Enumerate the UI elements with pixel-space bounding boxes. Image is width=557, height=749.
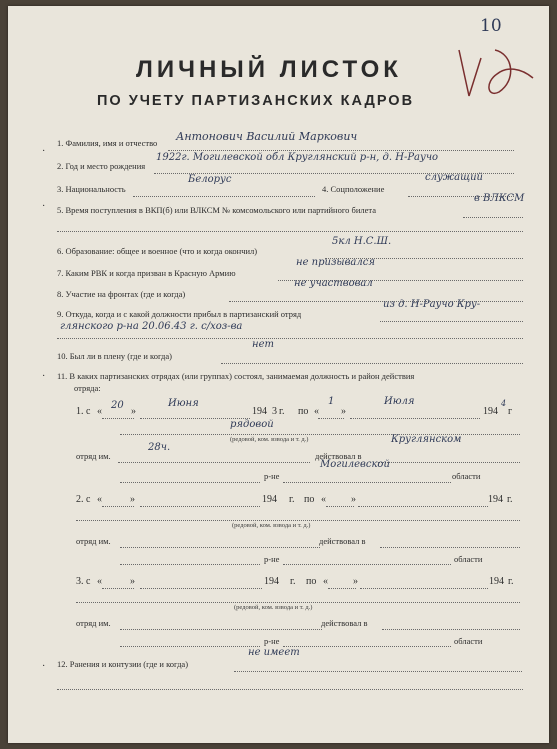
entry-day: 20 bbox=[111, 400, 124, 411]
field-11-label: 11. В каких партизанских отрядах (или группах) состоял, занимаемая должность и район действия bbox=[57, 371, 415, 381]
entry-otryad-value: 28ч. bbox=[148, 442, 171, 453]
entry-num: 2. с bbox=[76, 494, 91, 505]
entry-otryad-label: отряд им. bbox=[76, 451, 111, 461]
entry-day-to: 1 bbox=[328, 396, 335, 407]
field-1-label: 1. Фамилия, имя и отчество bbox=[57, 138, 158, 148]
field-5-label: 5. Время поступления в ВКП(б) или ВЛКСМ № комсомольского или партийного билета bbox=[57, 205, 376, 215]
entry-position-note: (редовой, ком. взвода и т. д.) bbox=[232, 522, 311, 529]
entry-year-to-prefix: 194 bbox=[488, 494, 503, 505]
field-3-label: 3. Национальность bbox=[57, 184, 126, 194]
entry-year-to: 4 bbox=[501, 399, 507, 408]
entry-year-to-prefix: 194 bbox=[489, 576, 504, 587]
entry-oblast-label: области bbox=[452, 471, 481, 481]
field-4-label: 4. Соцположение bbox=[322, 184, 385, 194]
entry-acted-label: действовал в bbox=[319, 536, 366, 546]
form-title: ЛИЧНЫЙ ЛИСТОК bbox=[136, 56, 402, 83]
field-9-label: 9. Откуда, когда и с какой должности прибыл в партизанский отряд bbox=[57, 309, 302, 319]
entry-rayon-label: р-не bbox=[264, 554, 280, 564]
entry-po: по bbox=[298, 406, 309, 417]
field-10-value: нет bbox=[252, 339, 274, 350]
margin-mark: · bbox=[42, 146, 46, 157]
entry-otryad-label: отряд им. bbox=[76, 618, 111, 628]
entry-otryad-label: отряд им. bbox=[76, 536, 111, 546]
entry-num: 1. с bbox=[76, 406, 91, 417]
entry-year-prefix: 194 bbox=[252, 406, 267, 417]
entry-year-suffix: г. bbox=[290, 576, 296, 587]
entry-year-suffix: г. bbox=[289, 494, 295, 505]
entry-position-note: (редовой, ком. взвода и т. д.) bbox=[230, 436, 309, 443]
field-7-value: не призывался bbox=[296, 257, 375, 268]
field-6-label: 6. Образование: общее и военное (что и когда окончил) bbox=[57, 246, 258, 256]
field-8-label: 8. Участие на фронтах (где и когда) bbox=[57, 289, 186, 299]
form-subtitle: ПО УЧЕТУ ПАРТИЗАНСКИХ КАДРОВ bbox=[97, 93, 415, 109]
entry-position-note: (редовой, ком. взвода и т. д.) bbox=[234, 604, 313, 611]
field-10-label: 10. Был ли в плену (где и когда) bbox=[57, 351, 172, 361]
entry-year-to-prefix: 194 bbox=[483, 406, 498, 417]
stroke-mark-icon bbox=[451, 44, 536, 102]
entry-po: по bbox=[304, 494, 315, 505]
field-2-value: 1922г. Могилевской обл Круглянский р-н, д. Н-Раучо bbox=[156, 152, 439, 163]
entry-oblast-label: области bbox=[454, 636, 483, 646]
entry-year-to-suffix: г. bbox=[507, 494, 513, 505]
field-3-value: Белорус bbox=[188, 174, 232, 185]
entry-position: рядовой bbox=[230, 419, 274, 430]
entry-rayon-label: р-не bbox=[264, 471, 280, 481]
entry-year-to-suffix: г. bbox=[508, 576, 514, 587]
entry-year-suffix: г. bbox=[279, 406, 285, 417]
field-1-value: Антонович Василий Маркович bbox=[176, 130, 358, 143]
field-5-value: в ВЛКСМ bbox=[474, 193, 525, 204]
field-9-value-line2: глянского р-на 20.06.43 г. с/хоз-ва bbox=[60, 321, 243, 332]
margin-mark: · bbox=[42, 661, 46, 672]
entry-month-to: Июля bbox=[384, 396, 415, 407]
field-12-value: не имеет bbox=[248, 647, 300, 658]
field-4-value: служащий bbox=[425, 172, 483, 183]
entry-oblast-label: области bbox=[454, 554, 483, 564]
entry-po: по bbox=[306, 576, 317, 587]
field-12-label: 12. Ранения и контузии (где и когда) bbox=[57, 659, 189, 669]
page-number: 10 bbox=[480, 16, 502, 36]
field-9-value: из д. Н-Раучо Кру- bbox=[383, 299, 481, 310]
entry-year-prefix: 194 bbox=[264, 576, 279, 587]
field-2-label: 2. Год и место рождения bbox=[57, 161, 146, 171]
margin-mark: · bbox=[42, 201, 46, 212]
field-8-value: не участвовал bbox=[294, 278, 373, 289]
entry-acted-label: действовал в bbox=[321, 618, 368, 628]
entry-month: Июня bbox=[168, 398, 199, 409]
entry-year-prefix: 194 bbox=[262, 494, 277, 505]
entry-acted-label: действовал в bbox=[315, 451, 362, 461]
archive-mark bbox=[451, 44, 536, 107]
entry-acted-value: Круглянском bbox=[391, 434, 462, 445]
entry-year-from: 3 bbox=[272, 406, 277, 417]
field-6-value: 5кл Н.С.Ш. bbox=[332, 236, 392, 247]
margin-mark: · bbox=[42, 371, 46, 382]
entry-year-to-suffix: г bbox=[508, 406, 513, 417]
entry-num: 3. с bbox=[76, 576, 91, 587]
entry-rayon-label: р-не bbox=[264, 636, 280, 646]
entry-rayon-value: Могилевской bbox=[320, 459, 390, 470]
field-7-label: 7. Каким РВК и когда призван в Красную Армию bbox=[57, 268, 236, 278]
document-page: 10 ЛИЧНЫЙ ЛИСТОК ПО УЧЕТУ ПАРТИЗАНСКИХ КАДРОВ 1. Фамилия, имя и отчество Антонович Василий Маркович 2. Год и место рождения 1922г. Могилевской обл Круглянский р-н, д. Н-Раучо 3. Национальность Белорус 4. Соцположение служащий 5. Время поступления в ВКП(б) или ВЛКСМ № комсомольского или партийного билета в ВЛКСМ 6. Образование: общее и военное (что и когда окончил) 5кл Н.С.Ш. 7. Каким РВК и когда призван в Красную Армию не призывался 8. Участие на фронтах (где и когда) не участвовал 9. Откуда, когда и с какой должности прибыл в партизанский отряд из д. Н-Раучо Кру- глянского р-на 20.06.43 г. с/хоз-ва 10. Был ли в плену (где и когда) нет 11. В каких партизанских отрядах (или группах) состоял, занимаемая должность и район действия отряда: 1. с « 20 » Июня 194 3 г. по « 1 » Июля 194 4 г рядовой (редовой, ком. взвода и т. д.) отряд им. 28ч. действовал в Круглянском р-не Могилевской области 2. с « » 194 г. по « » 194 г. (редовой, ком. взвода и т. д.) отряд им. действовал в р-не области 3. с « » 194 г. по « » 194 г. (редовой, ком. взвода и т. д.) отряд им. действовал в р-не области 12. Ранения и контузии (где и когда) не имеет · · · · bbox=[8, 6, 549, 743]
field-11-label-line2: отряда: bbox=[74, 383, 101, 393]
